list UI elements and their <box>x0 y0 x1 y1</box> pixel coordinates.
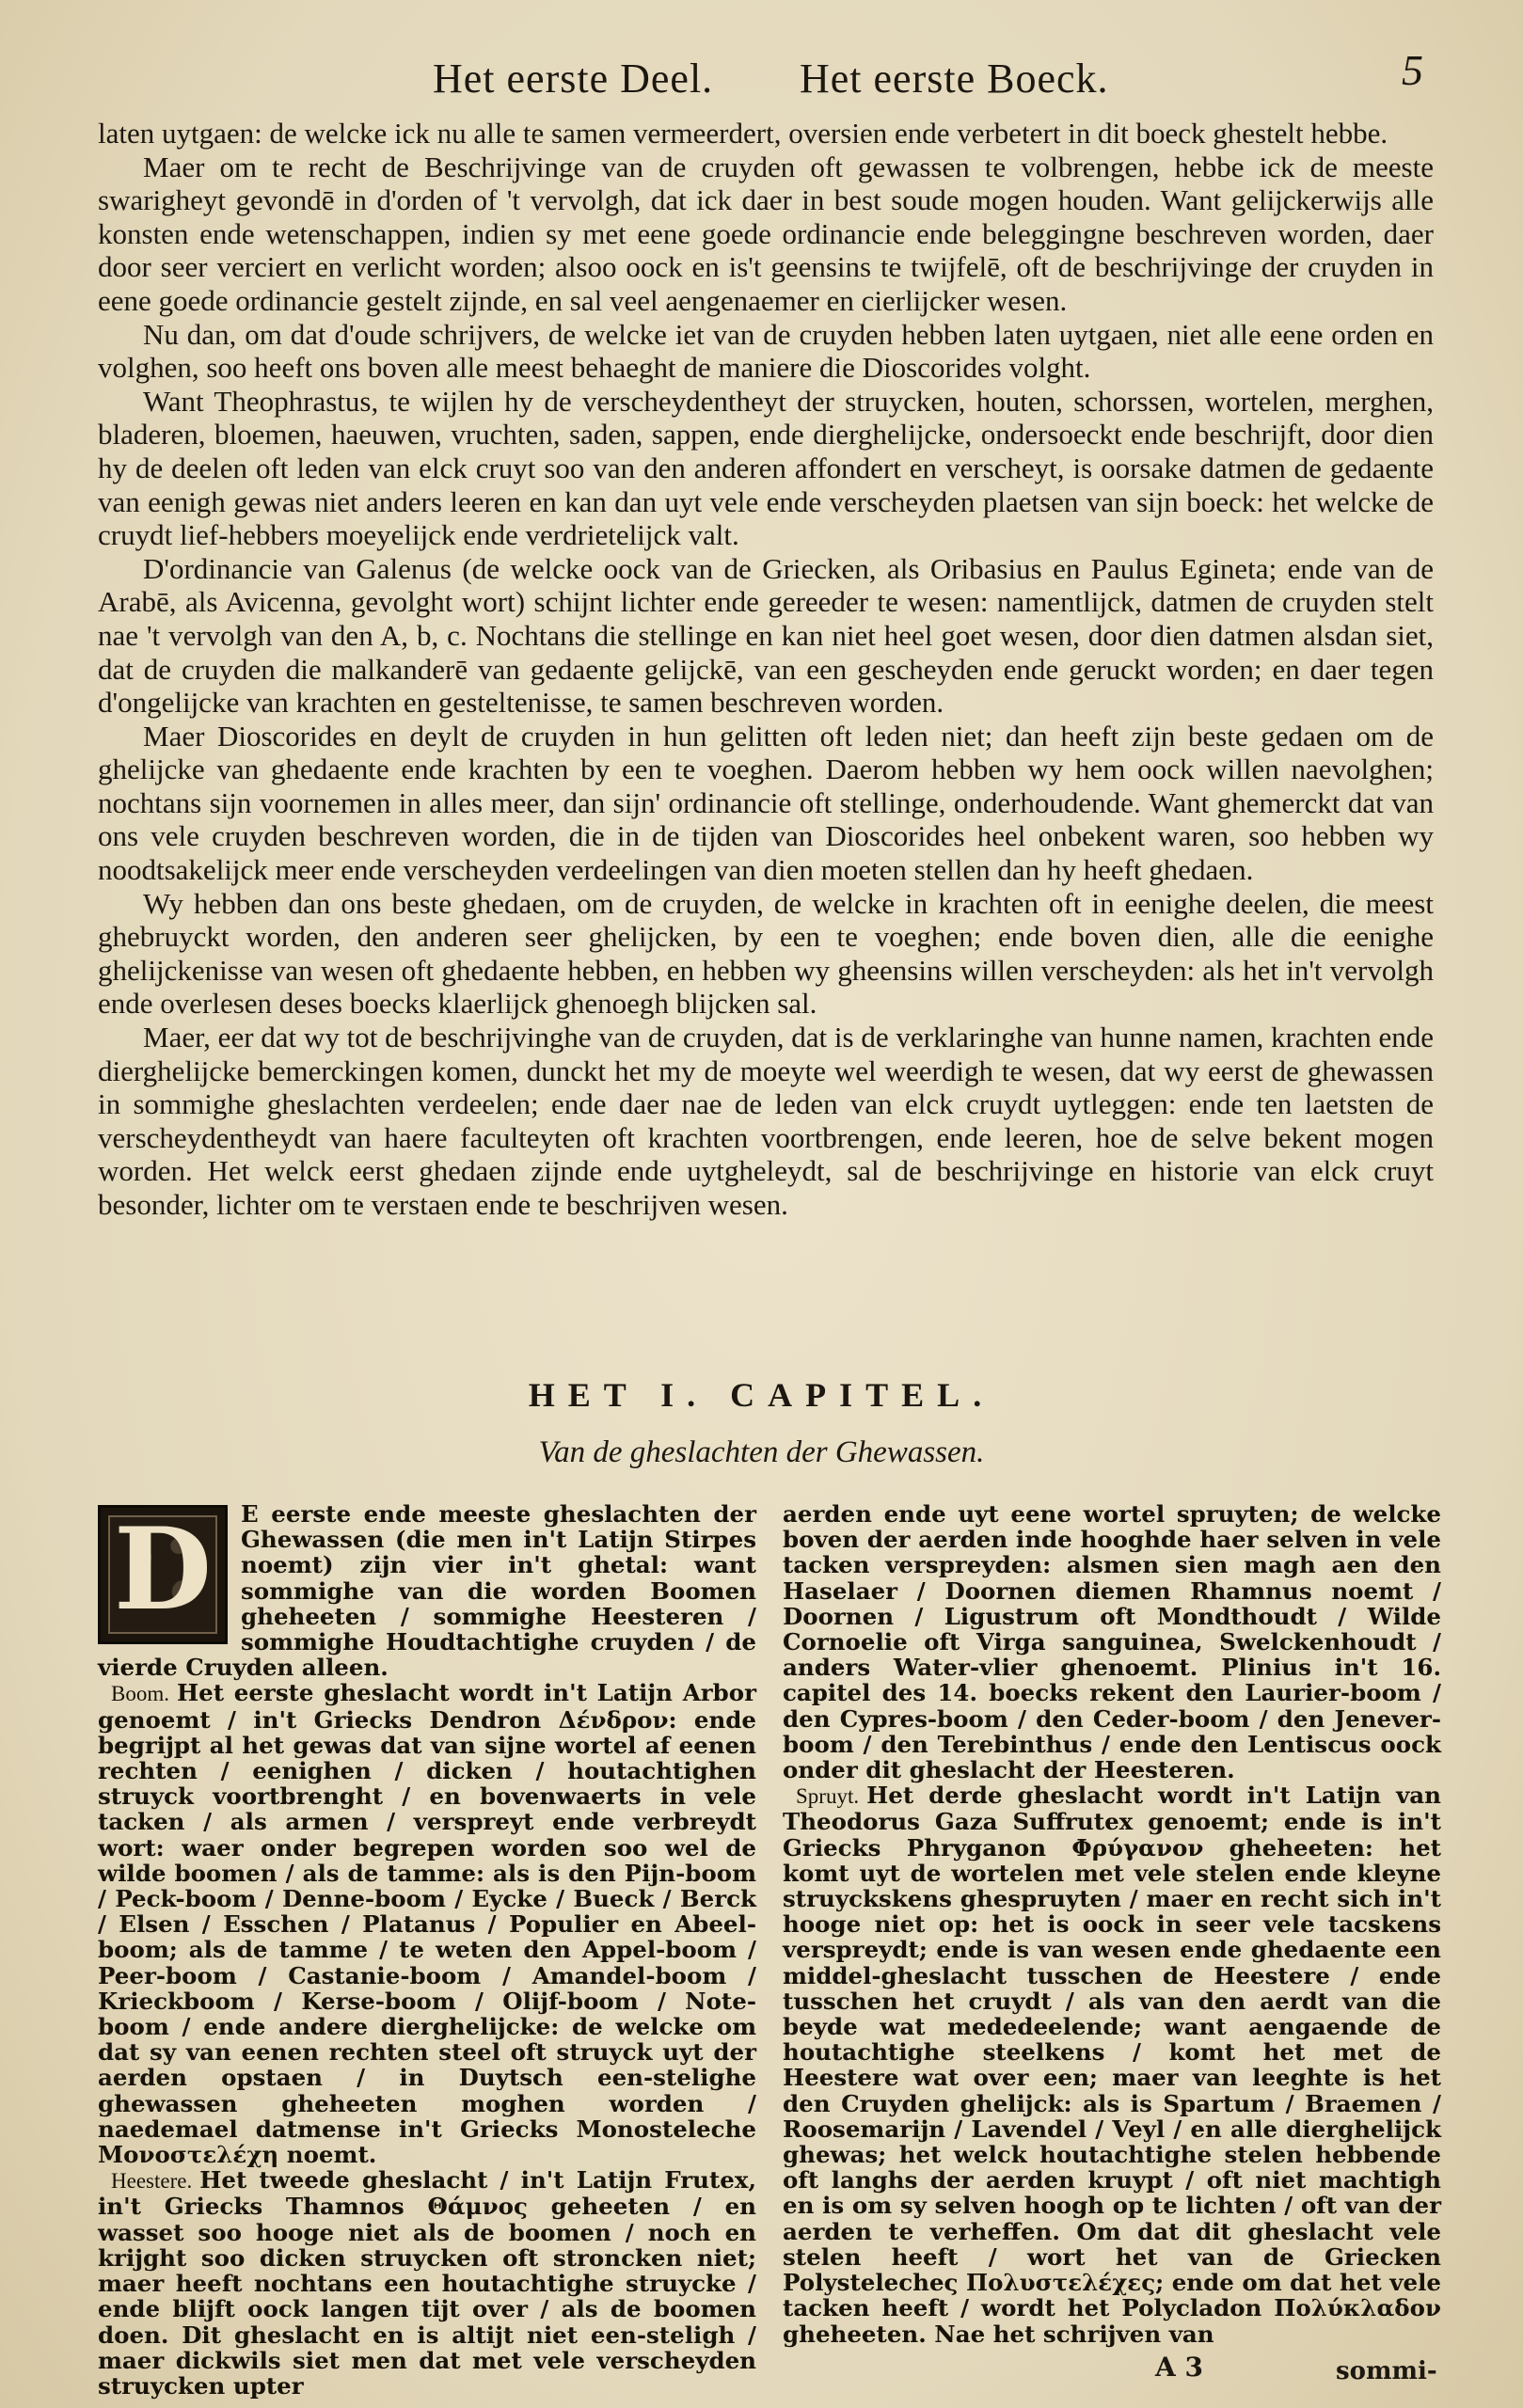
column-intro: E eerste ende meeste gheslachten der Ghewassen (die men in't Latijn Stirpes noemt) zijn vier in't ghetal: want sommighe van die worden Boomen gheheeten / sommighe Heesteren / sommighe Houdtachtighe cruyden / de vierde Cruyden alleen. <box>98 1500 756 1682</box>
running-header <box>414 45 1449 111</box>
paragraph: laten uytgaen: de welcke ick nu alle te samen vermeerdert, oversien ende verbetert in dit boeck ghestelt hebbe. <box>98 117 1388 150</box>
column-section <box>783 1782 1441 2346</box>
column-lead: aerden ende uyt eene wortel spruyten; de welcke boven der aerden inde hooghde haer selven in vele tacken verspreyden: alsmen sien magh aen den Haselaer / Doornen diemen Rhamnus noemt / Doornen / Ligustrum oft Mondthoudt / Wilde Cornoelie oft Virga sanguinea, Swelckenhoudt / anders Water-vlier ghenoemt. Plinius in't 16. capitel des 14. boecks rekent den Laurier-boom / den Cypres-boom / den Ceder-boom / den Jenever-boom / den Terebinthus / ende den Lentiscus oock onder dit gheslacht der Heesteren. <box>783 1500 1441 1784</box>
left-column <box>98 1501 756 2399</box>
main-text <box>98 117 1434 1222</box>
paragraph: Maer, eer dat wy tot de beschrijvinghe van de cruyden, dat is de verklaringhe van hunne namen, krachten ende dierghelijcke bemerckingen komen, dunckt het my de moeyte wel weerdigh te wesen, dat wy eerst de ghewassen in sommighe gheslachten verdeelen; ende daer nae de leden van elck cruydt uytleggen: ende ten laetsten de verscheydentheydt van haere faculteyten oft krachten voortbrengen, ende leeren, hoe de selve bekent mogen worden. Het welck eerst ghedaen zijnde ende uytgheleydt, sal de beschrijvinge en historie van elck cruyt besonder, lichter om te verstaen ende te beschrijven wesen. <box>98 1021 1434 1221</box>
paragraph: Maer om te recht de Beschrijvinge van de cruyden oft gewassen te volbrengen, hebbe ick de meeste swarigheyt gevondē in d'orden of 't vervolgh, dat ick daer in best soude mogen houden. Want gelijckerwijs alle konsten ende wetenschappen, indien sy met eene goede ordinancie ende beleggingne beschreven worden, daer door seer verciert en verlicht worden; alsoo oock en is't geensins te twijfelē, oft de beschrijvinge der cruyden in eene goede ordinancie gestelt zijnde, en sal veel aengenaemer en cierlijcker wesen. <box>98 150 1434 317</box>
section-text: Het eerste gheslacht wordt in't Latijn Arbor genoemt / in't Griecks Dendron Δένδρον: ende begrijpt al het gewas dat van sijne wortel af eenen rechten / eenighen / dicken / houtachtighen struyck voortbrenght / en bovenwaerts in vele tacken / als armen / verspreyt ende verbreydt wort: waer onder begrepen worden soo wel de wilde boomen / als de tamme: als is den Pijn-boom / Peck-boom / Denne-boom / Eycke / Bueck / Berck / Elsen / Esschen / Platanus / Populier en Abeel-boom; als de tamme / te weten den Appel-boom / Peer-boom / Castanie-boom / Amandel-boom / Krieckboom / Kerse-boom / Olijf-boom / Note-boom / ende andere dierghelijcke: de welcke om dat sy van eenen rechten steel oft struyck uyt der aerden opstaen / in Duytsch een-stelighe ghewassen gheheeten moghen worden / naedemael datmense in't Griecks Monosteleche Μονοστελέχη noemt. <box>98 1679 756 2169</box>
signature-mark: A 3 <box>1155 2352 1203 2383</box>
catchword: sommi- <box>1336 2357 1437 2385</box>
margin-note: Boom. <box>111 1682 169 1706</box>
column-section <box>98 2167 756 2399</box>
margin-note: Heestere. <box>111 2169 193 2194</box>
right-column <box>783 1501 1441 2347</box>
margin-note: Spruyt. <box>796 1784 860 1809</box>
section-text: Het derde gheslacht wordt in't Latijn van Theodorus Gaza Suffrutex genoemt; ende is in't Griecks Phryganon Φρύγανον gheheeten: het komt uyt de wortelen met vele stelen ende kleyne struyckskens ghespruyten / maer en recht sich in't hooge niet op: het is oock in seer vele tacskens verspreydt; ende is van wesen ende ghedaente een middel-gheslacht tusschen de Heestere / ende tusschen het cruydt / als van den aerdt van die beyde wat mededeelende; want aengaende de houtachtighe steelkens / komt het met de Heestere wat over een; maer van leeghte is het den Cruyden ghelijck: als is Spartum / Braemen / Roosemarijn / Lavendel / Veyl / en alle dierghelijck ghewas; het welck houtachtighe stelen hebbende oft langhs der aerden kruypt / oft niet machtigh en is om sy selven hoogh op te lichten / oft van der aerden te verheffen. Om dat dit gheslacht vele stelen heeft / wort het van de Griecken Polystelecheς Πολυστελέχες; ende om dat het vele tacken heeft / wordt het Polycladon Πολύκλαδον gheheeten. Nae het schrijven van <box>783 1782 1441 2348</box>
paragraph: Nu dan, om dat d'oude schrijvers, de welcke iet van de cruyden hebben laten uytgaen, niet alle eene orden en volghen, soo heeft ons boven alle meest behaeght de maniere die Dioscorides volght. <box>98 317 1434 385</box>
chapter-subtitle: Van de gheslachten der Ghewassen. <box>538 1435 985 1469</box>
column-section <box>98 1680 756 2167</box>
paragraph: Want Theophrastus, te wijlen hy de verscheydentheyt der struycken, houten, schorssen, wortelen, merghen, bladeren, bloemen, haeuwen, vruchten, saden, sappen, ende dierghelijcke, ondersoeckt ende beschrijft, door dien hy de deelen oft leden van elck cruyt soo van den anderen affondert en verscheyt, is oorsake datmen de gedaente van eenigh gewas niet anders leeren en kan dan uyt vele ende verscheyden plaetsen van sijn boeck: het welcke de cruydt lief-hebbers moeyelijck ende verdrietelijck valt. <box>98 384 1434 552</box>
header-book-title: Het eerste Boeck. <box>800 55 1109 102</box>
chapter-title: HET I. CAPITEL. <box>528 1376 995 1414</box>
initial-letter: D <box>113 1503 213 1636</box>
decorated-initial <box>98 1505 228 1644</box>
section-text: Het tweede gheslacht / in't Latijn Frutex, in't Griecks Thamnos Θάμνος geheeten / en wasset soo hooge niet als de boomen / noch en krijght soo dicken struycken oft stroncken niet; maer heeft nochtans een houtachtighe struycke / ende blijft oock langen tijt over / als de boomen doen. Dit gheslacht en is altijt niet een-steligh / maer dickwils siet men dat met vele verscheyden struycken upter <box>98 2166 756 2400</box>
paragraph: Wy hebben dan ons beste ghedaen, om de cruyden, de welcke in krachten oft in eenighe deelen, die meest ghebruyckt worden, den anderen seer ghelijcken, by een te voeghen; ende boven dien, alle die eenighe ghelijckenisse van wesen oft ghedaente hebben, en hebben wy gheensins willen verscheyden: als het in't vervolgh ende overlesen deses boecks klaerlijck ghenoegh blijcken sal. <box>98 886 1434 1021</box>
page-number: 5 <box>1402 46 1424 94</box>
paragraph: Maer Dioscorides en deylt de cruyden in hun gelitten oft leden niet; dan heeft zijn beste gedaen om de ghelijcke van ghedaente ende krachten by een te voeghen. Daerom hebben wy hem oock willen naevolghen; nochtans sijn voornemen in alles meer, dan sijn' ordinancie oft stellinge, onderhoudende. Want ghemerckt dat van ons vele cruyden beschreven worden, die in de tijden van Dioscorides heel onbekent waren, soo hebben wy noodtsakelijck meer ende verscheyden verdeelingen van dien moeten stellen dan hy heeft ghedaen. <box>98 719 1434 887</box>
paragraph: D'ordinancie van Galenus (de welcke oock van de Griecken, als Oribasius en Paulus Egineta; ende van de Arabē, als Avicenna, gevolght wort) schijnt lichter ende gereeder te wesen: namentlijck, datmen de cruyden stelt nae 't vervolgh van den A, b, c. Nochtans die stellinge en kan niet heel goet wesen, door dien datmen alsdan siet, dat de cruyden die malkanderē van gedaente gelijckē, van een gescheyden ende geruckt worden; en daer tegen d'ongelijcke van krachten en gesteltenisse, te samen beschreven worden. <box>98 551 1434 720</box>
header-part-title: Het eerste Deel. <box>433 55 714 102</box>
